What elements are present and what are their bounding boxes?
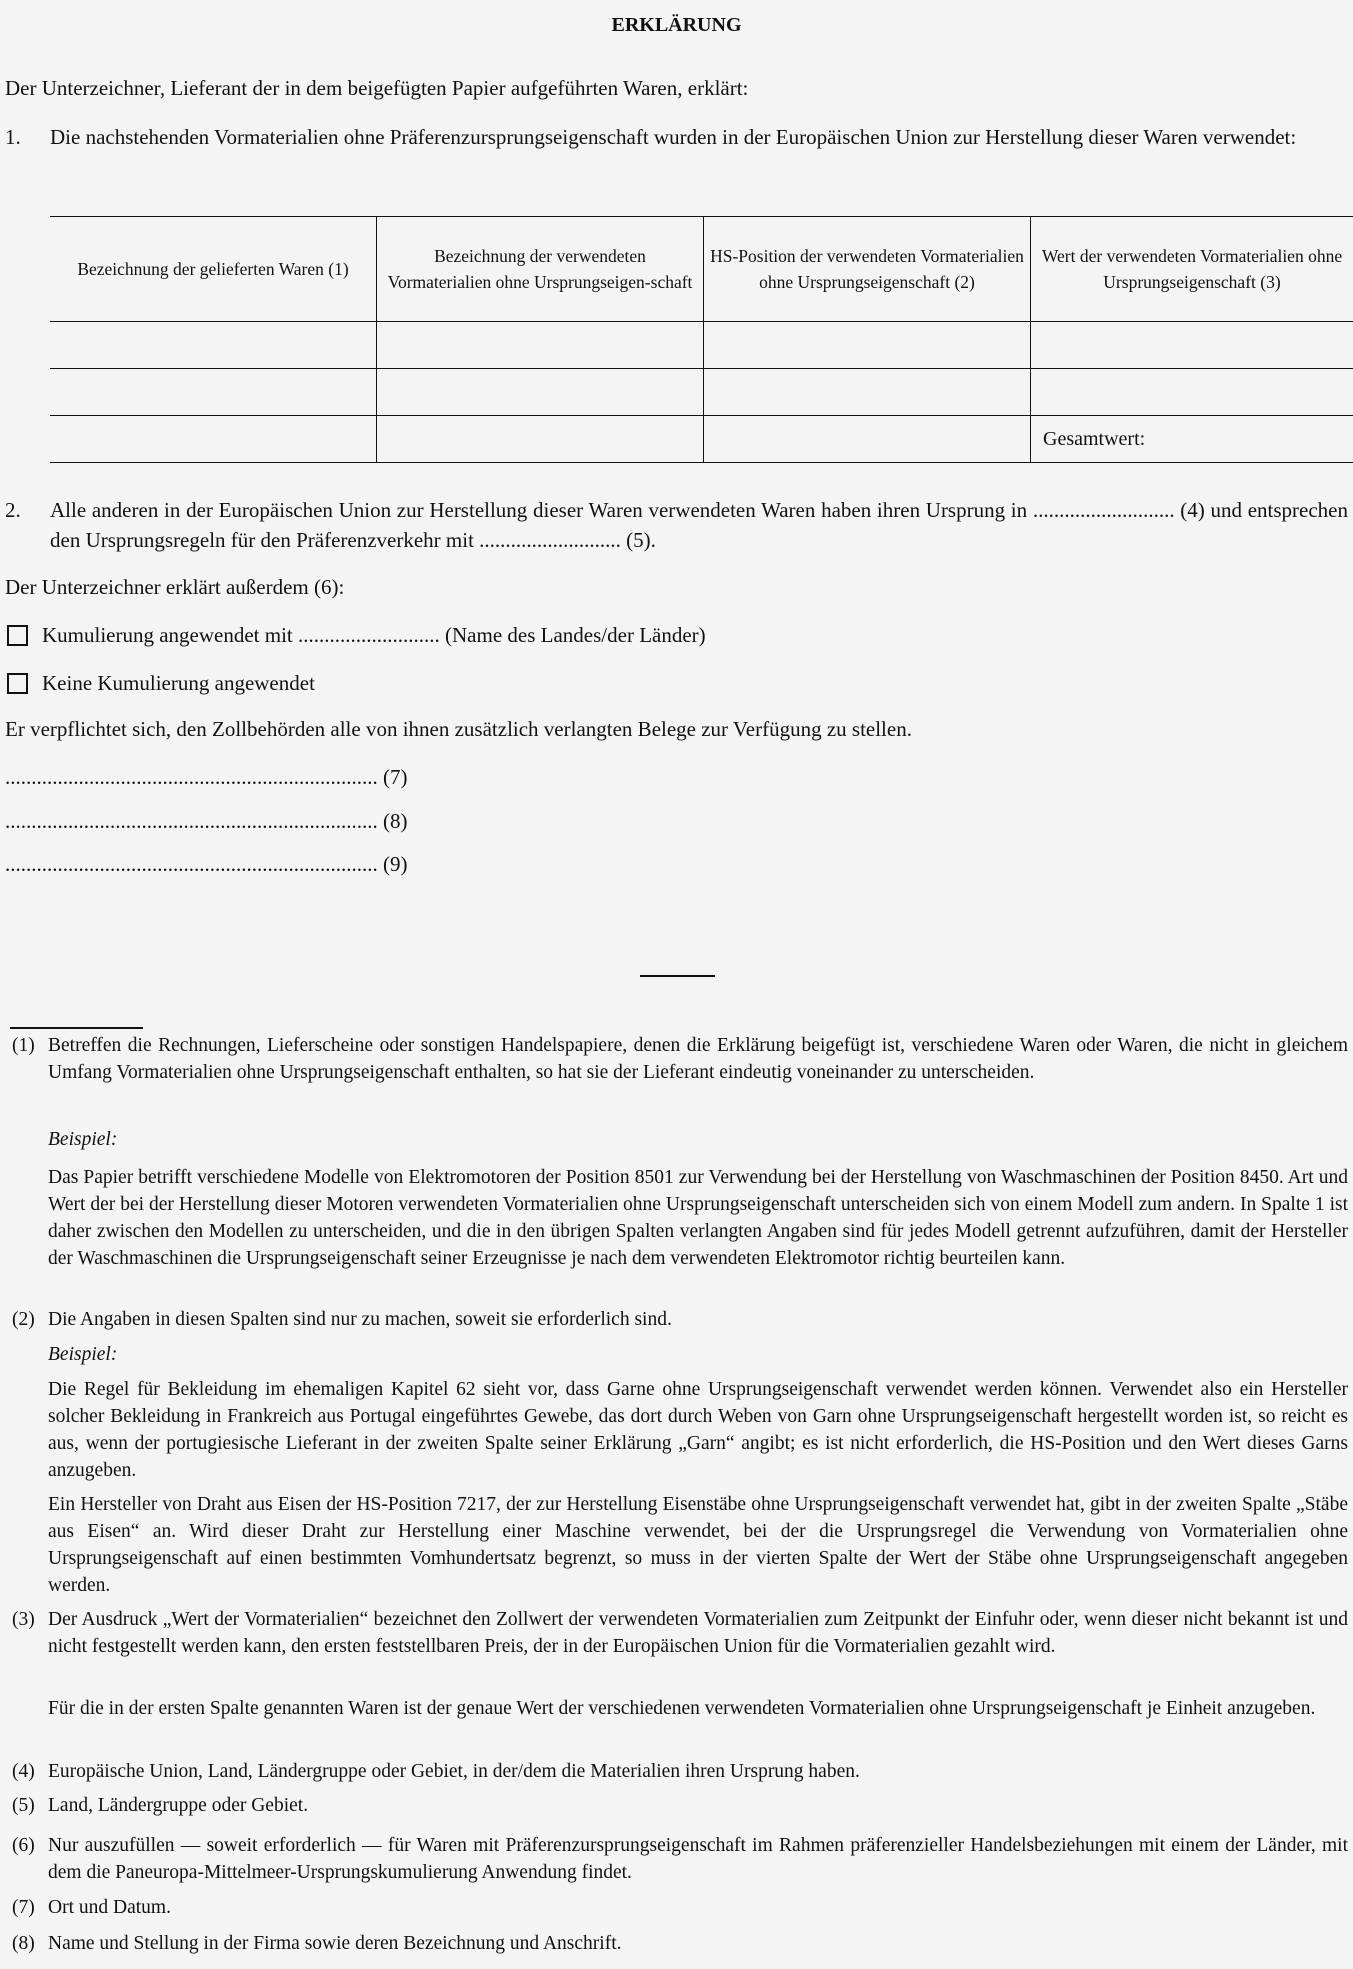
place-date-line[interactable]: ....................................................................... (7) (5, 765, 408, 789)
footnote-text: Für die in der ersten Spalte genannten Waren ist der genaue Wert der verschiedenen verwendeten Vormaterialien ohne Ursprungseigenschaft je Einheit anzugeben. (48, 1698, 1316, 1719)
footnote-text: Das Papier betrifft verschiedene Modelle von Elektromotoren der Position 8501 zur Verwendung bei der Herstellung von Waschmaschinen der Position 8450. Art und Wert der bei der Herstellung dieser Motoren verwendeten Vormaterialien ohne Ursprungseigenschaft unterscheiden sich von einem Modell zum andern. In Spalte 1 ist daher zwischen den Modellen zu unterscheiden, und die in den übrigen Spalten verlangten Angaben sind für jedes Modell getrennt aufzuführen, damit der Hersteller der Waschmaschinen die Ursprungseigenschaft seiner Erzeugnisse je nach dem verwendeten Elektromotor richtig beurteilen kann. (48, 1167, 1348, 1269)
footnote-text: Die Angaben in diesen Spalten sind nur zu machen, soweit sie erforderlich sind. (48, 1309, 672, 1330)
example-label (12, 1127, 1348, 1154)
footnote-7 (12, 1895, 1348, 1922)
footnote-mark: (4) (12, 1761, 35, 1782)
header-materials: Bezeichnung der verwendeten Vormaterialien ohne Ursprungseigen-schaft (377, 217, 704, 322)
footnote-4 (12, 1759, 1348, 1786)
footnote-1-example (12, 1165, 1348, 1273)
no-cumulation-option[interactable] (7, 668, 315, 698)
table-row (50, 322, 1353, 369)
footnote-6 (12, 1833, 1348, 1887)
materials-table (50, 216, 1353, 463)
table-cell[interactable] (1031, 322, 1353, 369)
table-cell[interactable] (377, 369, 704, 416)
intro-text: Der Unterzeichner, Lieferant der in dem beigefügten Papier aufgeführten Waren, erklärt: (5, 76, 749, 100)
table-cell[interactable] (377, 416, 704, 463)
checkbox-label: Keine Kumulierung angewendet (42, 671, 315, 695)
example-label-text: Beispiel: (48, 1344, 118, 1365)
declares-text: Der Unterzeichner erklärt außerdem (6): (5, 575, 345, 599)
footnote-text: Ein Hersteller von Draht aus Eisen der HS-Position 7217, der zur Herstellung Eisenstäbe ohne Ursprungseigenschaft verwendet hat, gibt in der zweiten Spalte „Stäbe aus Eisen“ an. Wird dieser Draht zur Herstellung einer Maschine verwendet, bei der die Ursprungsregel die Verwendung von Vormaterialien ohne Ursprungseigenschaft auf einen bestimmten Vomhundertsatz begrenzt, so muss in der vierten Spalte der Wert der Stäbe ohne Ursprungseigenschaft angegeben werden. (48, 1494, 1348, 1596)
section-divider (640, 975, 715, 977)
footnote-text: Der Ausdruck „Wert der Vormaterialien“ bezeichnet den Zollwert der verwendeten Vormaterialien zum Zeitpunkt der Einfuhr oder, wenn dieser nicht bekannt ist und nicht festgestellt werden kann, den ersten feststellbaren Preis, der in der Europäischen Union für die Vormaterialien gezahlt wird. (48, 1609, 1348, 1657)
footnote-text: Betreffen die Rechnungen, Lieferscheine oder sonstigen Handelspapiere, denen die Erklärung beigefügt ist, verschiedene Waren oder Waren, die nicht in gleichem Umfang Vormaterialien ohne Ursprungseigenschaft enthalten, so hat sie der Lieferant eindeutig voneinander zu unterscheiden. (48, 1035, 1348, 1083)
footnote-mark: (5) (12, 1795, 35, 1816)
item-number: 1. (5, 125, 21, 149)
table-cell[interactable] (50, 322, 377, 369)
footnote-2-example-b (12, 1492, 1348, 1600)
item-text: Alle anderen in der Europäischen Union zur Herstellung dieser Waren verwendeten Waren haben ihren Ursprung in ........................... (4) und entsprechen den Ursprungsregeln für den Präferenzverkehr mit ........................... (5). (50, 498, 1348, 552)
footnote-3 (12, 1607, 1348, 1661)
footnote-mark: (6) (12, 1835, 35, 1856)
table-row (50, 369, 1353, 416)
footnote-3-extra (12, 1696, 1348, 1723)
footnote-text: Ort und Datum. (48, 1897, 171, 1918)
item-1 (5, 122, 1348, 152)
footnote-rule (10, 1027, 143, 1029)
footnote-8 (12, 1931, 1348, 1958)
table-header-row (50, 217, 1353, 322)
table-cell[interactable] (704, 416, 1031, 463)
footnote-mark: (7) (12, 1897, 35, 1918)
example-label (12, 1342, 1348, 1369)
footnote-mark: (3) (12, 1609, 35, 1630)
footnote-text: Nur auszufüllen — soweit erforderlich — für Waren mit Präferenzursprungseigenschaft im Rahmen präferenzieller Handelsbeziehungen mit einem der Länder, mit dem die Paneuropa-Mittelmeer-Ursprungskumulierung Anwendung findet. (48, 1835, 1348, 1883)
footnote-mark: (1) (12, 1035, 35, 1056)
footnote-1 (12, 1033, 1348, 1087)
table-cell[interactable] (1031, 369, 1353, 416)
table-cell[interactable] (377, 322, 704, 369)
item-number: 2. (5, 498, 21, 522)
document-title: ERKLÄRUNG (611, 14, 742, 36)
signature-line[interactable]: ....................................................................... (9) (5, 852, 408, 876)
obligation-text: Er verpflichtet sich, den Zollbehörden alle von ihnen zusätzlich verlangten Belege zur Verfügung zu stellen. (5, 717, 912, 741)
checkbox-label: Kumulierung angewendet mit ........................... (Name des Landes/der Länder) (42, 623, 706, 647)
item-text: Die nachstehenden Vormaterialien ohne Präferenzursprungseigenschaft wurden in der Europäischen Union zur Herstellung dieser Waren verwendet: (50, 125, 1297, 149)
footnote-text: Land, Ländergruppe oder Gebiet. (48, 1795, 309, 1816)
footnote-text: Die Regel für Bekleidung im ehemaligen Kapitel 62 sieht vor, dass Garne ohne Ursprungseigenschaft verwendet werden können. Verwendet also ein Hersteller solcher Bekleidung in Frankreich aus Portugal eingeführtes Gewebe, das dort durch Weben von Garn ohne Ursprungseigenschaft hergestellt worden ist, so reicht es aus, wenn der portugiesische Lieferant in der zweiten Spalte seiner Erklärung „Garn“ angibt; es ist nicht erforderlich, die HS-Position und den Wert dieses Garns anzugeben. (48, 1379, 1348, 1481)
table-cell[interactable] (704, 322, 1031, 369)
footnote-text: Europäische Union, Land, Ländergruppe oder Gebiet, in der/dem die Materialien ihren Ursprung haben. (48, 1761, 860, 1782)
footnote-2 (12, 1307, 1348, 1334)
example-label-text: Beispiel: (48, 1129, 118, 1150)
table-cell[interactable] (50, 416, 377, 463)
item-2 (5, 495, 1348, 555)
table-cell[interactable] (50, 369, 377, 416)
table-total-row (50, 416, 1353, 463)
name-position-line[interactable]: ....................................................................... (8) (5, 809, 408, 833)
header-delivered-goods: Bezeichnung der gelieferten Waren (1) (50, 217, 377, 322)
footnote-mark: (2) (12, 1309, 35, 1330)
checkbox[interactable] (7, 673, 28, 694)
cumulation-applied-option[interactable] (7, 620, 706, 650)
header-hs-position: HS-Position der verwendeten Vormaterialien ohne Ursprungseigenschaft (2) (704, 217, 1031, 322)
footnote-2-example-a (12, 1377, 1348, 1485)
header-value: Wert der verwendeten Vormaterialien ohne Ursprungseigenschaft (3) (1031, 217, 1353, 322)
footnote-5 (12, 1793, 1348, 1820)
total-value-label[interactable]: Gesamtwert: (1031, 416, 1353, 463)
table-cell[interactable] (704, 369, 1031, 416)
checkbox[interactable] (7, 625, 28, 646)
footnote-mark: (8) (12, 1933, 35, 1954)
footnote-text: Name und Stellung in der Firma sowie deren Bezeichnung und Anschrift. (48, 1933, 622, 1954)
